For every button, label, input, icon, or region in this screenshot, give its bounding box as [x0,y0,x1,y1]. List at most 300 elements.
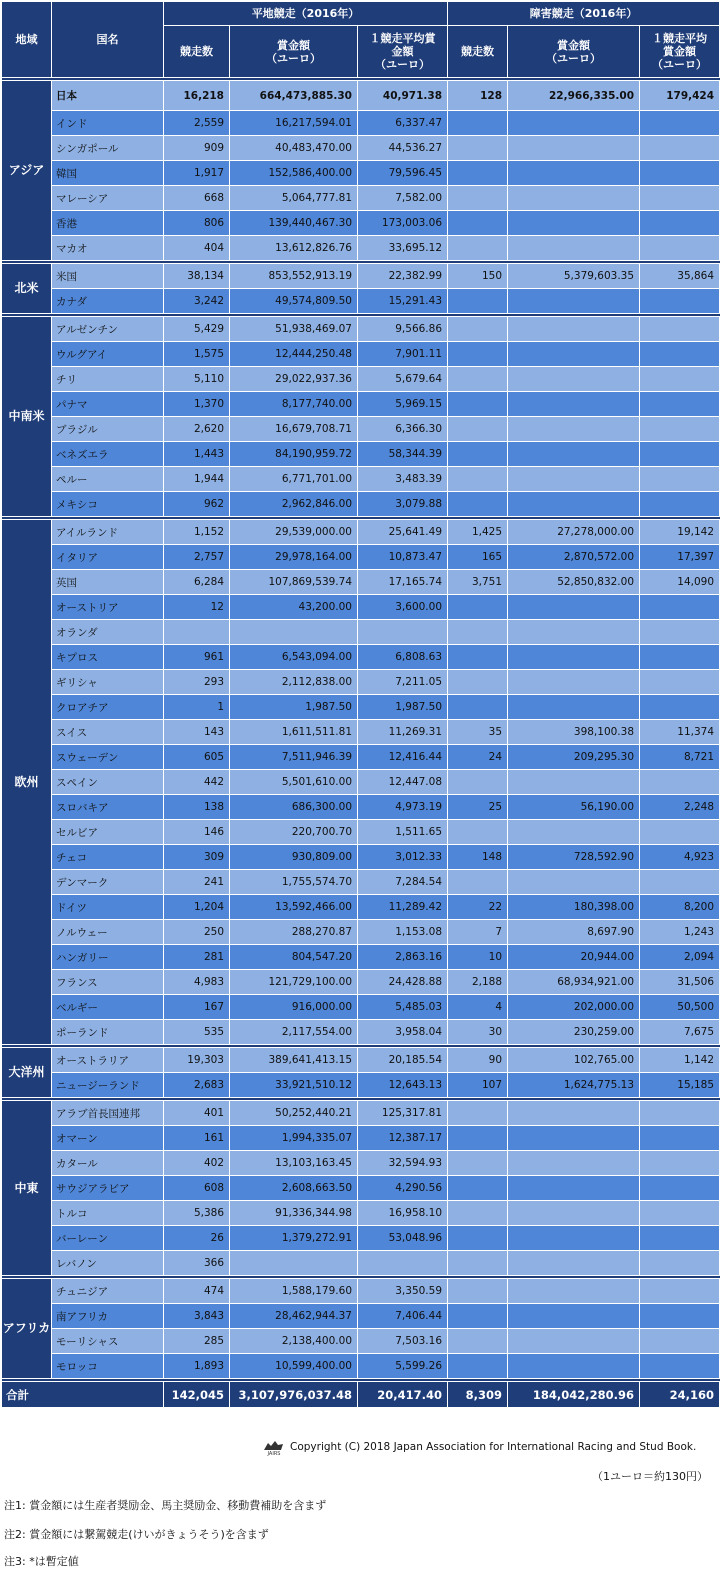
value-cell [448,289,508,314]
value-cell: 8,721 [640,745,720,770]
value-cell [640,442,720,467]
value-cell: 209,295.30 [508,745,640,770]
value-cell [640,186,720,211]
value-cell [640,317,720,342]
value-cell [448,1151,508,1176]
value-cell: 1,511.65 [358,820,448,845]
country-cell: トルコ [52,1201,164,1226]
value-cell: 20,185.54 [358,1048,448,1073]
value-cell: 68,934,921.00 [508,970,640,995]
value-cell: 16,958.10 [358,1201,448,1226]
value-cell: 535 [164,1020,230,1045]
table-row [2,1048,720,1073]
country-cell: ニュージーランド [52,1073,164,1098]
value-cell [640,820,720,845]
value-cell [640,236,720,261]
value-cell [448,236,508,261]
table-row [2,595,720,620]
value-cell [448,1304,508,1329]
country-cell: シンガポール [52,136,164,161]
value-cell [230,620,358,645]
value-cell: 29,539,000.00 [230,520,358,545]
value-cell: 33,921,510.12 [230,1073,358,1098]
value-cell [640,1251,720,1276]
value-cell: 10,599,400.00 [230,1354,358,1379]
value-cell [640,1304,720,1329]
country-cell: スロバキア [52,795,164,820]
value-cell: 7,211.05 [358,670,448,695]
value-cell [508,1176,640,1201]
value-cell: 2,757 [164,545,230,570]
value-cell: 13,612,826.76 [230,236,358,261]
value-cell: 35 [448,720,508,745]
value-cell: 173,003.06 [358,211,448,236]
total-value-cell: 24,160 [640,1382,720,1408]
value-cell [508,1304,640,1329]
value-cell [448,186,508,211]
table-row [2,264,720,289]
country-cell: インド [52,111,164,136]
flat-avg-header: １競走平均賞 金額 （ユーロ） [358,26,448,78]
svg-text:JAIRS: JAIRS [267,1451,281,1456]
value-cell: 6,543,094.00 [230,645,358,670]
country-cell: スウェーデン [52,745,164,770]
value-cell: 1,588,179.60 [230,1279,358,1304]
table-row [2,342,720,367]
value-cell: 38,134 [164,264,230,289]
country-cell: サウジアラビア [52,1176,164,1201]
table-row [2,1279,720,1304]
value-cell: 8,177,740.00 [230,392,358,417]
value-cell: 1,243 [640,920,720,945]
value-cell [508,595,640,620]
value-cell: 9,566.86 [358,317,448,342]
value-cell [640,342,720,367]
value-cell: 1,152 [164,520,230,545]
value-cell: 1,142 [640,1048,720,1073]
value-cell [508,417,640,442]
value-cell [448,417,508,442]
table-row [2,1354,720,1379]
value-cell: 15,291.43 [358,289,448,314]
value-cell: 180,398.00 [508,895,640,920]
value-cell: 3,012.33 [358,845,448,870]
note-1: 注1: 賞金額には生産者奨励金、馬主奨励金、移動費補助を含まず [4,1499,327,1512]
value-cell: 7 [448,920,508,945]
value-cell: 53,048.96 [358,1226,448,1251]
value-cell: 25 [448,795,508,820]
value-cell: 5,599.26 [358,1354,448,1379]
value-cell: 230,259.00 [508,1020,640,1045]
value-cell [640,770,720,795]
country-cell: ベネズエラ [52,442,164,467]
country-cell: 南アフリカ [52,1304,164,1329]
value-cell: 8,697.90 [508,920,640,945]
value-cell [448,111,508,136]
value-cell [640,1279,720,1304]
value-cell [640,492,720,517]
table-row [2,467,720,492]
value-cell [640,1226,720,1251]
country-cell: 韓国 [52,161,164,186]
value-cell [508,467,640,492]
table-row [2,720,720,745]
table-row [2,1151,720,1176]
table-row [2,620,720,645]
value-cell: 605 [164,745,230,770]
value-cell [640,1151,720,1176]
value-cell [508,289,640,314]
value-cell: 20,944.00 [508,945,640,970]
table-row [2,136,720,161]
value-cell: 281 [164,945,230,970]
value-cell: 16,218 [164,81,230,111]
table-row [2,211,720,236]
value-cell: 35,864 [640,264,720,289]
value-cell: 2,870,572.00 [508,545,640,570]
value-cell: 56,190.00 [508,795,640,820]
value-cell: 4,973.19 [358,795,448,820]
country-cell: チュニジア [52,1279,164,1304]
value-cell: 7,284.54 [358,870,448,895]
value-cell: 50,252,440.21 [230,1101,358,1126]
value-cell: 2,094 [640,945,720,970]
value-cell: 19,142 [640,520,720,545]
value-cell: 107,869,539.74 [230,570,358,595]
value-cell: 2,188 [448,970,508,995]
value-cell: 4,923 [640,845,720,870]
value-cell: 1,893 [164,1354,230,1379]
value-cell [448,467,508,492]
value-cell [230,1251,358,1276]
region-cell: アフリカ [2,1279,52,1379]
table-row [2,545,720,570]
value-cell [448,161,508,186]
value-cell: 31,506 [640,970,720,995]
value-cell: 2,138,400.00 [230,1329,358,1354]
value-cell [508,1101,640,1126]
table-row [2,670,720,695]
value-cell: 728,592.90 [508,845,640,870]
value-cell [448,136,508,161]
value-cell: 107 [448,1073,508,1098]
total-value-cell: 8,309 [448,1382,508,1408]
country-cell: ハンガリー [52,945,164,970]
table-row [2,1329,720,1354]
country-cell: アラブ首長国連邦 [52,1101,164,1126]
value-cell [640,695,720,720]
value-cell: 1,370 [164,392,230,417]
value-cell: 3,242 [164,289,230,314]
jump-prize-header: 賞金額 （ユーロ） [508,26,640,78]
value-cell: 474 [164,1279,230,1304]
value-cell [640,111,720,136]
value-cell [448,1251,508,1276]
value-cell: 668 [164,186,230,211]
value-cell: 804,547.20 [230,945,358,970]
note-3: 注3: *は暫定値 [4,1555,79,1568]
value-cell: 2,962,846.00 [230,492,358,517]
value-cell [448,820,508,845]
value-cell [508,236,640,261]
country-cell: オランダ [52,620,164,645]
value-cell: 686,300.00 [230,795,358,820]
value-cell: 49,574,809.50 [230,289,358,314]
value-cell: 11,269.31 [358,720,448,745]
value-cell: 1,611,511.81 [230,720,358,745]
value-cell [640,467,720,492]
value-cell [640,870,720,895]
value-cell: 5,386 [164,1201,230,1226]
value-cell: 398,100.38 [508,720,640,745]
value-cell: 7,406.44 [358,1304,448,1329]
value-cell [640,161,720,186]
value-cell [508,645,640,670]
value-cell: 402 [164,1151,230,1176]
country-cell: カナダ [52,289,164,314]
value-cell: 24,428.88 [358,970,448,995]
country-cell: デンマーク [52,870,164,895]
value-cell [164,620,230,645]
country-cell: フランス [52,970,164,995]
value-cell [448,1126,508,1151]
table-row [2,845,720,870]
country-cell: ペルー [52,467,164,492]
value-cell: 15,185 [640,1073,720,1098]
value-cell: 3,600.00 [358,595,448,620]
value-cell: 2,248 [640,795,720,820]
value-cell: 404 [164,236,230,261]
value-cell: 3,350.59 [358,1279,448,1304]
value-cell: 1,379,272.91 [230,1226,358,1251]
value-cell: 2,608,663.50 [230,1176,358,1201]
value-cell [508,161,640,186]
value-cell: 148 [448,845,508,870]
value-cell [508,1329,640,1354]
value-cell: 121,729,100.00 [230,970,358,995]
value-cell: 1,987.50 [230,695,358,720]
value-cell [640,211,720,236]
total-row [2,1382,720,1408]
region-cell: 中南米 [2,317,52,517]
value-cell [640,645,720,670]
value-cell: 4,983 [164,970,230,995]
value-cell [448,870,508,895]
country-cell: ポーランド [52,1020,164,1045]
value-cell [508,342,640,367]
table-row [2,367,720,392]
value-cell: 1,575 [164,342,230,367]
value-cell [448,1176,508,1201]
value-cell: 285 [164,1329,230,1354]
value-cell [640,670,720,695]
value-cell: 139,440,467.30 [230,211,358,236]
value-cell: 4 [448,995,508,1020]
table-row [2,111,720,136]
value-cell: 5,969.15 [358,392,448,417]
value-cell: 5,679.64 [358,367,448,392]
region-cell: 中東 [2,1101,52,1276]
value-cell: 13,592,466.00 [230,895,358,920]
value-cell: 6,284 [164,570,230,595]
value-cell: 1,153.08 [358,920,448,945]
value-cell [448,211,508,236]
country-header: 国名 [52,2,164,78]
table-row [2,492,720,517]
value-cell: 4,290.56 [358,1176,448,1201]
value-cell [508,442,640,467]
value-cell: 220,700.70 [230,820,358,845]
table-row [2,417,720,442]
jairs-logo-icon [262,1438,286,1456]
value-cell: 7,582.00 [358,186,448,211]
total-value-cell: 20,417.40 [358,1382,448,1408]
value-cell: 293 [164,670,230,695]
value-cell [508,820,640,845]
value-cell [508,695,640,720]
table-row [2,1176,720,1201]
value-cell [448,670,508,695]
value-cell: 1,204 [164,895,230,920]
value-cell: 664,473,885.30 [230,81,358,111]
value-cell [448,695,508,720]
country-cell: ベルギー [52,995,164,1020]
value-cell: 167 [164,995,230,1020]
value-cell: 138 [164,795,230,820]
value-cell [508,1201,640,1226]
value-cell: 161 [164,1126,230,1151]
table-row [2,770,720,795]
value-cell: 962 [164,492,230,517]
country-cell: オーストラリア [52,1048,164,1073]
value-cell: 84,190,959.72 [230,442,358,467]
value-cell: 3,958.04 [358,1020,448,1045]
country-cell: 香港 [52,211,164,236]
value-cell: 12,447.08 [358,770,448,795]
country-cell: 英国 [52,570,164,595]
value-cell [448,492,508,517]
value-cell: 24 [448,745,508,770]
table-row [2,1101,720,1126]
table-row [2,695,720,720]
value-cell [640,620,720,645]
value-cell: 1,755,574.70 [230,870,358,895]
value-cell: 2,620 [164,417,230,442]
region-header: 地域 [2,2,52,78]
value-cell: 6,808.63 [358,645,448,670]
value-cell: 2,683 [164,1073,230,1098]
value-cell [358,1251,448,1276]
country-cell: レバノン [52,1251,164,1276]
value-cell: 7,901.11 [358,342,448,367]
value-cell: 79,596.45 [358,161,448,186]
copyright-text: Copyright (C) 2018 Japan Association for International Racing and Stud Book. [290,1441,697,1453]
value-cell [448,367,508,392]
value-cell: 3,079.88 [358,492,448,517]
value-cell [508,1279,640,1304]
value-cell: 19,303 [164,1048,230,1073]
value-cell: 12,416.44 [358,745,448,770]
value-cell: 12,387.17 [358,1126,448,1151]
value-cell: 12,643.13 [358,1073,448,1098]
flat-prize-header: 賞金額 （ユーロ） [230,26,358,78]
value-cell: 11,289.42 [358,895,448,920]
table-row [2,995,720,1020]
value-cell: 30 [448,1020,508,1045]
table-row [2,920,720,945]
country-cell: 米国 [52,264,164,289]
value-cell [640,1329,720,1354]
value-cell: 43,200.00 [230,595,358,620]
value-cell: 241 [164,870,230,895]
table-row [2,820,720,845]
table-row [2,186,720,211]
country-cell: チリ [52,367,164,392]
value-cell: 930,809.00 [230,845,358,870]
value-cell [508,1126,640,1151]
value-cell: 5,501,610.00 [230,770,358,795]
value-cell: 853,552,913.19 [230,264,358,289]
value-cell: 152,586,400.00 [230,161,358,186]
region-cell: 欧州 [2,520,52,1045]
region-cell: 大洋州 [2,1048,52,1098]
table-row [2,570,720,595]
value-cell [448,1226,508,1251]
value-cell [448,1329,508,1354]
value-cell: 1,443 [164,442,230,467]
total-value-cell: 184,042,280.96 [508,1382,640,1408]
value-cell: 202,000.00 [508,995,640,1020]
value-cell [448,770,508,795]
table-row [2,1201,720,1226]
country-cell: アイルランド [52,520,164,545]
value-cell: 33,695.12 [358,236,448,261]
value-cell: 40,483,470.00 [230,136,358,161]
country-cell: チェコ [52,845,164,870]
value-cell [448,442,508,467]
value-cell [448,1354,508,1379]
value-cell: 44,536.27 [358,136,448,161]
country-cell: モーリシャス [52,1329,164,1354]
value-cell: 12,444,250.48 [230,342,358,367]
value-cell: 179,424 [640,81,720,111]
table-row [2,1020,720,1045]
value-cell: 26 [164,1226,230,1251]
value-cell: 608 [164,1176,230,1201]
value-cell: 7,675 [640,1020,720,1045]
country-cell: ウルグアイ [52,342,164,367]
value-cell: 6,771,701.00 [230,467,358,492]
country-cell: 日本 [52,81,164,111]
value-cell [640,1101,720,1126]
table-row [2,1251,720,1276]
value-cell [508,670,640,695]
value-cell: 28,462,944.37 [230,1304,358,1329]
value-cell: 1,944 [164,467,230,492]
value-cell: 90 [448,1048,508,1073]
table-row [2,1226,720,1251]
value-cell: 150 [448,264,508,289]
value-cell [508,392,640,417]
exchange-rate-note: （1ユーロ＝約130円） [592,1470,708,1483]
value-cell: 1,425 [448,520,508,545]
value-cell [448,1279,508,1304]
total-label: 合計 [2,1382,164,1408]
value-cell: 25,641.49 [358,520,448,545]
value-cell: 1,987.50 [358,695,448,720]
table-row [2,289,720,314]
value-cell [508,1354,640,1379]
